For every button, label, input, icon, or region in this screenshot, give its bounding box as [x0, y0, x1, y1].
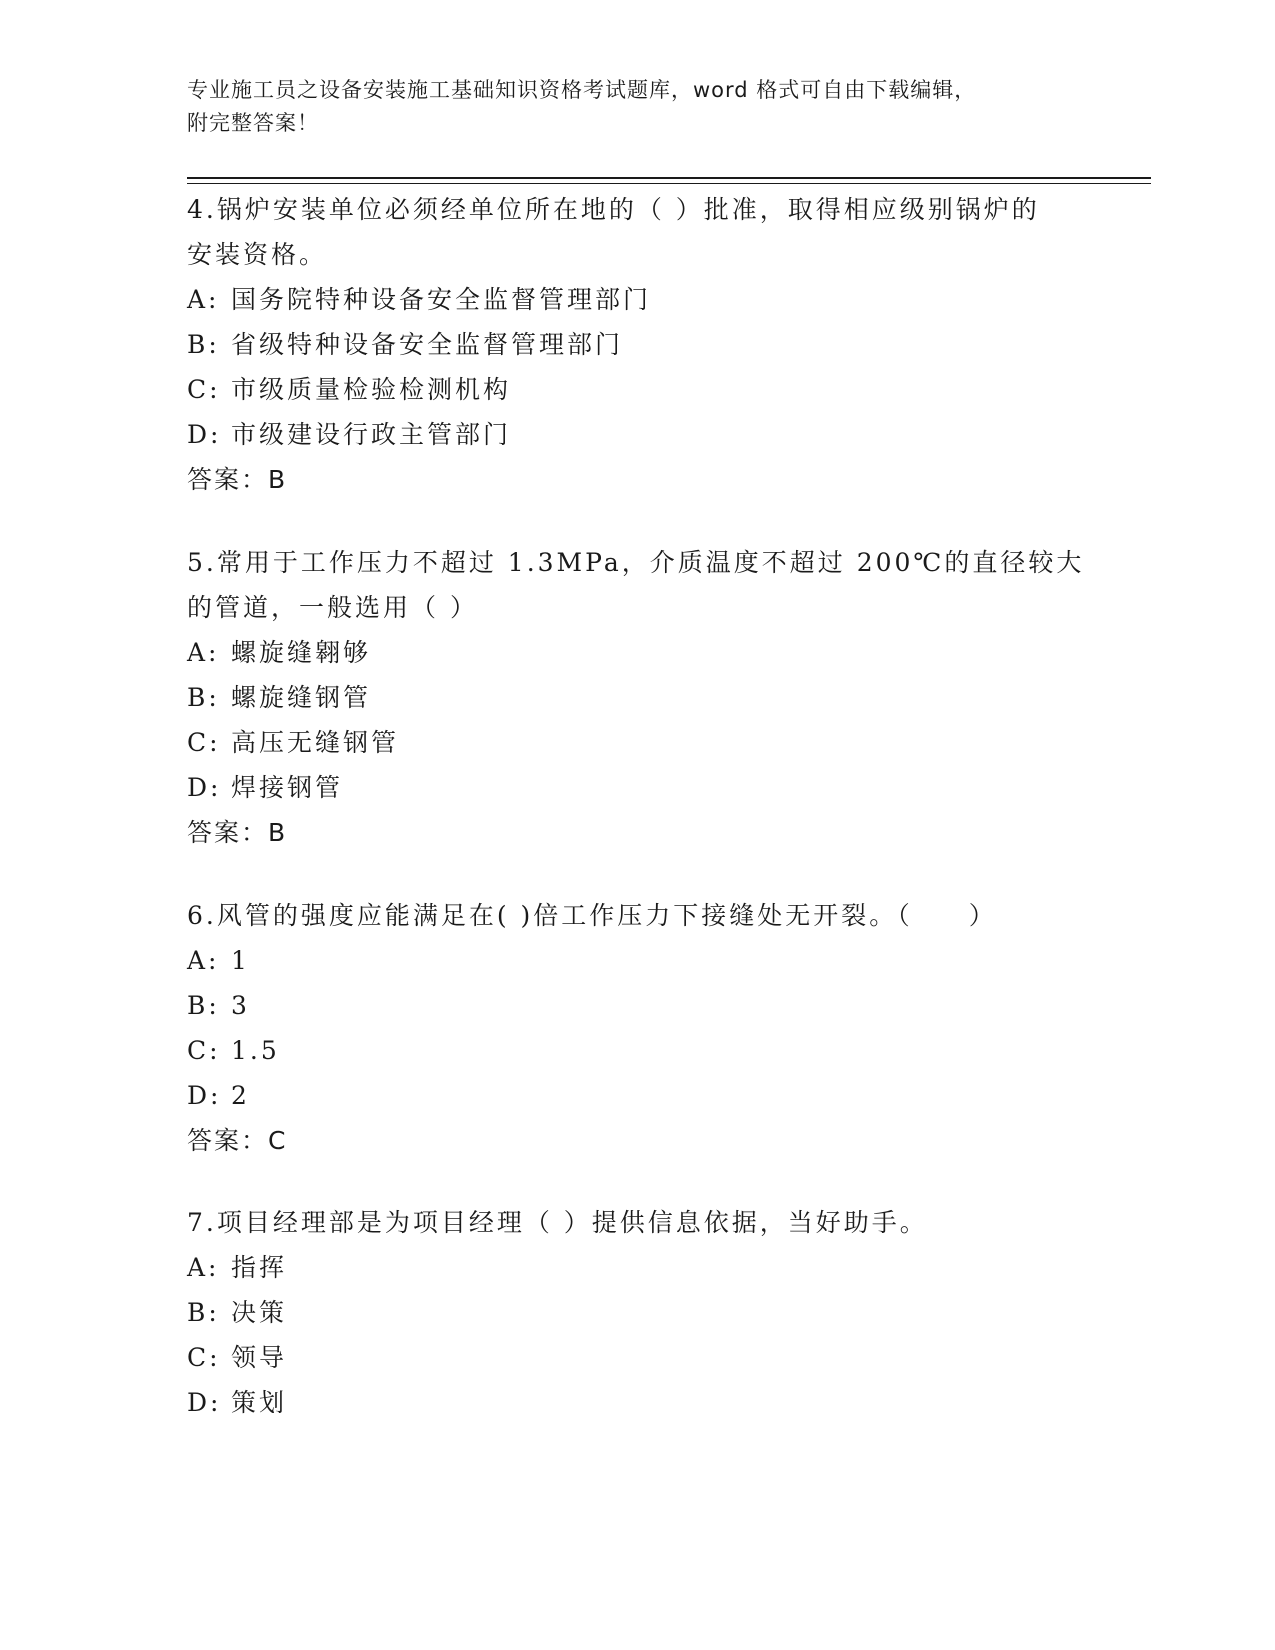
- option-letter: A:: [187, 946, 220, 975]
- header-divider-thick: [187, 177, 1151, 179]
- option-text: 螺旋缝翱够: [231, 638, 372, 667]
- option-text: 焊接钢管: [231, 773, 344, 802]
- option-text: 市级质量检验检测机构: [231, 375, 512, 404]
- question-7: [187, 1200, 1087, 1425]
- option-letter: B:: [187, 330, 220, 359]
- question-text-line: 6.风管的强度应能满足在( )倍工作压力下接缝处无开裂。（ ）: [187, 901, 997, 930]
- option-d: [187, 765, 1087, 810]
- option-letter: D:: [187, 420, 222, 449]
- option-letter: C:: [187, 375, 221, 404]
- option-b: [187, 675, 1087, 720]
- option-letter: C:: [187, 1036, 221, 1065]
- option-letter: A:: [187, 285, 220, 314]
- header-line-1: 专业施工员之设备安装施工基础知识资格考试题库，word 格式可自由下载编辑，: [187, 78, 977, 102]
- option-c: [187, 1028, 1087, 1073]
- question-text-line: 4.锅炉安装单位必须经单位所在地的（ ）批准，取得相应级别锅炉的: [187, 195, 1040, 224]
- option-letter: B:: [187, 1298, 220, 1327]
- question-6: [187, 893, 1087, 1163]
- option-letter: A:: [187, 638, 220, 667]
- option-text: 省级特种设备安全监督管理部门: [231, 330, 624, 359]
- option-letter: D:: [187, 773, 222, 802]
- option-text: 3: [231, 991, 250, 1020]
- question-text-line: 5.常用于工作压力不超过 1.3MPa，介质温度不超过 200℃的直径较大: [187, 548, 1085, 577]
- option-c: [187, 367, 1087, 412]
- answer-line: 答案：B: [187, 818, 288, 847]
- option-text: 市级建设行政主管部门: [231, 420, 512, 449]
- option-text: 1: [231, 946, 250, 975]
- option-d: [187, 1380, 1087, 1425]
- option-text: 领导: [231, 1343, 288, 1372]
- option-text: 指挥: [231, 1253, 288, 1282]
- question-text-line: 7.项目经理部是为项目经理（ ）提供信息依据，当好助手。: [187, 1208, 928, 1237]
- option-b: [187, 322, 1087, 367]
- answer-line: 答案：C: [187, 1126, 288, 1155]
- option-a: [187, 1245, 1087, 1290]
- option-text: 策划: [231, 1388, 288, 1417]
- question-text-line: 的管道，一般选用（ ）: [187, 593, 478, 622]
- option-a: [187, 277, 1087, 322]
- question-text-line: 安装资格。: [187, 240, 328, 269]
- option-b: [187, 983, 1087, 1028]
- document-header: [187, 74, 1067, 140]
- option-letter: B:: [187, 683, 220, 712]
- answer-line: 答案：B: [187, 465, 288, 494]
- option-letter: C:: [187, 728, 221, 757]
- option-b: [187, 1290, 1087, 1335]
- option-letter: C:: [187, 1343, 221, 1372]
- header-divider-thin: [187, 183, 1151, 184]
- option-text: 2: [231, 1081, 250, 1110]
- option-text: 决策: [231, 1298, 288, 1327]
- header-line-2: 附完整答案！: [187, 111, 319, 135]
- option-text: 螺旋缝钢管: [231, 683, 372, 712]
- option-a: [187, 938, 1087, 983]
- option-d: [187, 1073, 1087, 1118]
- option-c: [187, 1335, 1087, 1380]
- option-letter: B:: [187, 991, 220, 1020]
- option-text: 国务院特种设备安全监督管理部门: [231, 285, 652, 314]
- option-c: [187, 720, 1087, 765]
- option-a: [187, 630, 1087, 675]
- question-5: [187, 540, 1087, 855]
- option-d: [187, 412, 1087, 457]
- option-letter: D:: [187, 1081, 222, 1110]
- question-4: [187, 187, 1087, 502]
- option-text: 1.5: [231, 1036, 280, 1065]
- option-letter: D:: [187, 1388, 222, 1417]
- option-text: 高压无缝钢管: [231, 728, 400, 757]
- option-letter: A:: [187, 1253, 220, 1282]
